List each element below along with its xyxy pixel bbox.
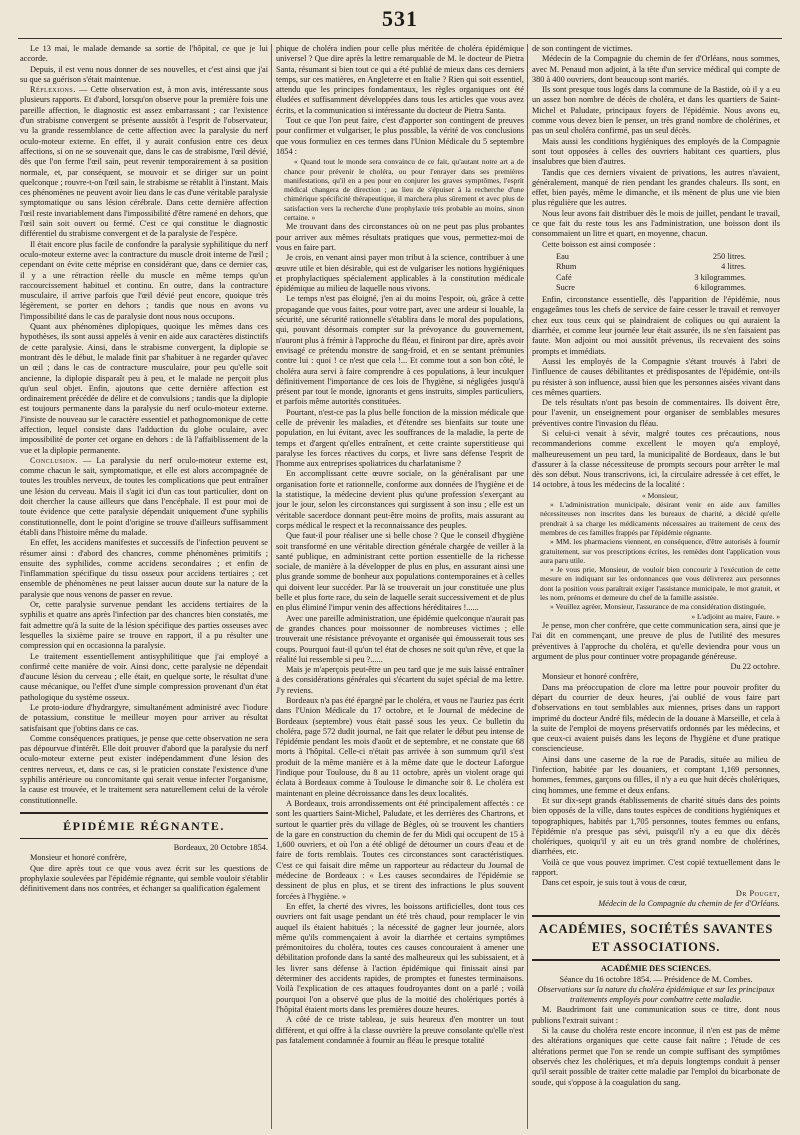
paragraph: Cette boisson est ainsi composée : [542,239,656,249]
paragraph: Le 13 mai, le malade demande sa sortie de l'hôpital, ce que je lui accorde. [20,44,268,64]
column-1 [20,44,268,1129]
paragraph: Le traitement essentiellement antisyphilitique que j'ai employé a confirmé cette manière de voir. Ainsi donc, cette paralysie ne dépendait d'aucune lésion du cerveau ; elle était, en quelque sorte, le résultat d'une cause mécanique, ou l'effet d'une simple compression provenant d'un état pathologique du système osseux. [20,651,268,702]
quotation: » L'administration municipale, désirant venir en aide aux familles nécessiteuses non inscrites dans les bureaux de charité, a décidé qu'elle prendrait à sa charge les médicaments nécessaires au traitement de ceux des membres de ces familles frappés par l'épidémie régnante. [540,500,780,537]
paragraph: En effet, les accidens manifestes et successifs de l'infection peuvent se résumer ainsi : d'abord des chancres, comme phénomènes primitifs ; ensuite des syphilides, comme accidens secondaires ; et enfin de l'inflammation spécifique du tissu osseux pour accidens tertiaires ; cet ensemble de phénomènes ne peut laisser aucun doute sur la nature de la paralysie que nous venons de passer en revue. [20,538,268,599]
salutation: Monsieur et honoré confrère, [542,672,639,682]
paragraph: Dans ma préoccupation de clore ma lettre pour pouvoir profiter du départ du courrier de deux heures, j'ai oublié de vous faire part d'observations en tout semblables aux miennes, prises dans un rapport imprimé du docteur André fils, médecin de la douane à Marseille, et cela à la suite de l'emploi de moyens préservatifs ordonnés par les médecins, et que ceux-ci avaient puisés dans les leçons de l'hygiène et d'une pratique consciencieuse. [532,682,780,754]
paragraph: Médecin de la Compagnie du chemin de fer d'Orléans, nous sommes, avec M. Penaud mon adjoint, à la tête d'un service médical qui compte de 380 à 400 ouvriers, dont beaucoup sont mariés. [532,54,780,84]
paragraph: Bordeaux n'a pas été épargné par le choléra, et vous ne l'auriez pas écrit dans l'Union Médicale du 17 octobre, et le Journal de médecine de Bordeaux (septembre) vous était passé sous les yeux. Ce bulletin du choléra, page 572 dudit journal, ne fait que relater le début peu intense de l'épidémie pendant les mois d'août et de septembre, et ne constate que 68 morts à l'hôpital. Celle-ci n'était pas arrivée à son summum qu'il s'est produit de la même manière et à la même date que le docteur Laforgue l'indique pour Toulouse, du 8 au 11 octobre, après un violent orage qui éclata à Bordeaux comme à Toulouse le dimanche soir 8. Le choléra est maintenant en pleine décroissance dans les deux localités. [276,696,524,798]
subheading: ACADÉMIE DES SCIENCES. [601,964,711,974]
paragraph: phique de choléra indien pour celle plus méritée de choléra épidémique universel ? Que dire après la lettre remarquable de M. le docteur de Pietra Santa, résumant si bien tout ce qui a été publié de mieux dans ces derniers temps, sur ces matières, en Angleterre et en Italie ? Rien qui soit essentiel, attendu que les principes fondamentaux, les règles organiques ont été éludées et suffisamment développées dans tous les articles que vous avez écrits, et la communication si intéressante du docteur de Pietra Santa. [276,44,524,115]
paragraph: Or, cette paralysie survenue pendant les accidens tertiaires de la syphilis et quatre ans après l'infection par des chancres bien constatés, me fait admettre qu'à la suite de la lésion spécifique des parties osseuses avec lesquelles la sixième paire se trouve en rapport, il a pu résulter une compression qui en occasionna la paralysie. [20,600,268,651]
paragraph: Comme conséquences pratiques, je pense que cette observation ne sera pas dépourvue d'intérêt. Elle doit prouver d'abord que la paralysie du nerf oculo-moteur externe peut exister indépendamment d'une lésion des centres nerveux, et, dans ce cas, si le praticien constate l'existence d'une syphilis antérieure ou concomitante qui serait venue infecter l'organisme, la cause est trouvée, et le traitement sera naturellement celui de la vérole constitutionnelle. [20,733,268,805]
quotation: » MM. les pharmaciens viennent, en conséquence, d'être autorisés à fournir gratuitement, sur vos prescriptions écrites, les remèdes dont l'application vous aura paru utile. [540,537,780,565]
recipe-table [556,252,746,293]
run-in-heading: Réflexions. [30,85,76,95]
quotation: » Je vous prie, Monsieur, de vouloir bien concourir à l'exécution de cette mesure en indiquant sur les ordonnances que vous délivrerez aux personnes dont la position vous paraîtrait exiger l'assistance municipale, le mot gratuit, et les nom, prénoms et demeure du chef de la famille assistée. [540,565,780,603]
paragraph: Mais je m'aperçois peut-être un peu tard que je me suis laissé entraîner à des considérations générales qui s'écartent du sujet spécial de ma lettre. J'y reviens. [276,665,524,695]
quotation: » L'adjoint au maire, Faure. » [691,611,780,621]
dateline: Du 22 octobre. [730,662,780,672]
quotation: « Quand tout le monde sera convaincu de ce fait, qu'autant notre art a de chance pour prévenir le choléra, ou pour l'enrayer dans ses premières manifestations, qu'il en a peu pour en conjurer les graves symptômes, l'esprit médical changera de direction ; au lieu de s'épuiser à la recherche d'une chimérique spécificité thérapeutique, il marchera plus sûrement et avec plus de satisfaction vers la recherche d'une prophylaxie très probable au moins, sinon certaine. » [284,157,524,223]
run-in-heading: Conclusion. [30,455,78,465]
column-2 [276,44,524,1129]
paragraph: A côté de ce triste tableau, je suis heureux d'en montrer un tout différent, et qui offre à la classe ouvrière la preuve consolante qu'elle n'est pas fatalement condamnée à fournir au fléau le presque totalité [276,1015,524,1045]
salutation: Monsieur et honoré confrère, [30,853,127,863]
paragraph: En accomplissant cette œuvre sociale, on la généralisant par une organisation forte et rationnelle, conforme aux données de l'hygiène et de la statistique, la médecine devient plus qu'une profession s'exerçant au jour le jour, selon les circonstances qui surgissent à son insu ; elle est un véritable sacerdoce donnant peut-être moins de profits, mais assurant au corps médical le respect et la reconnaissance des peuples. [276,469,524,530]
article-title: Observations sur la nature du choléra épidémique et sur les principaux traitements employés pour combattre cette maladie. [537,984,775,1005]
paragraph: Nous leur avons fait distribuer dès le mois de juillet, pendant le travail, ce que fait du reste tous les ans l'administration, une boisson dont ils consommaient un litre et quart, en moyenne, chacun. [532,208,780,239]
paragraph: Que faut-il pour réaliser une si belle chose ? Que le conseil d'hygiène soit transformé en une véritable direction générale chargée de veiller à la santé publique, en administrant cette portion essentielle de la richesse sociale, de manière à la développer de plus en plus, en assurant ainsi une plus grande somme de bonheur aux populations contemporaines et à celles qui doivent leur succéder. Par là se trouverait un jour constituée une plus belle et plus forte race, du sein de laquelle serait successivement et de plus en plus éliminé l'impur venin des affections héréditaires !...... [276,531,524,613]
paragraph: Si la cause du choléra reste encore inconnue, il n'en est pas de même des altérations organiques que cette cause fait naître ; l'étude de ces altérations permet que l'on se rende un compte suffisant des symptômes observés chez les cholériques, et m'a depuis longtemps conduit à penser qu'il serait possible de traiter cette maladie par l'emploi du bicarbonate de soude, qui s'oppose à la coagulation du sang. [532,1026,780,1087]
paragraph: Voilà ce que vous pouvez imprimer. C'est copié textuellement dans le rapport. [532,857,780,878]
quotation: « Monsieur, [642,490,678,500]
paragraph: Ainsi dans une caserne de la rue de Paradis, située au milieu de l'infection, habitée par les douaniers, et comptant 1,169 personnes, hommes, femmes, garçons ou filles, il n'y a eu que huit décès cholériques, cinq hommes, une femme et deux enfans. [532,754,780,795]
paragraph: Mais aussi les conditions hygiéniques des employés de la Compagnie sont tout opposées à celles des ouvriers habitant ces quartiers, plus insalubres que bien d'autres. [532,136,780,167]
paragraph: Il était encore plus facile de confondre la paralysie syphilitique du nerf oculo-moteur externe avec la contracture du muscle droit interne de l'œil ; cependant on évite cette méprise en considérant que, dans ce dernier cas, il y a une rétraction réelle du muscle en même temps qu'un raccourcissement habituel et continu. En outre, dans la contracture musculaire, il arrive parfois que l'œil dévié peut encore, quoique très légèrement, se porter en dehors ; tandis que nous en avons vu l'impossibilité dans le cas de paralysie dont nous nous occupons. [20,239,268,321]
recipe-row: Café 3 kilogrammes. [556,272,746,282]
section-heading: ACADÉMIES, SOCIÉTÉS SAVANTES ET ASSOCIATIONS. [532,915,780,961]
session-line: Séance du 16 octobre 1854. — Présidence de M. Combes. [559,974,753,984]
paragraph: Tandis que ces derniers vivaient de privations, les autres n'avaient, généralement, manqué de rien pendant les grandes chaleurs. Ils sont, en effet, bien payés, même le dimanche, et ils mènent de plus une vie bien plus régulière que les autres. [532,167,780,208]
paragraph: Depuis, il est venu nous donner de ses nouvelles, et c'est ainsi que j'ai su que sa guérison s'était maintenue. [20,64,268,84]
recipe-row: Sucre 6 kilogrammes. [556,282,746,292]
paragraph: de son contingent de victimes. [532,44,633,53]
paragraph: Quant aux phénomènes diplopiques, quoique les mêmes dans ces hypothèses, ils sont aussi appelés à venir en aide aux caractères distinctifs de cette paralysie. Ainsi, dans le strabisme convergent, la diplopie se montrant dès le début, le malade finit par s'habituer à ne regarder qu'avec un œil ; dans le cas de contracture musculaire, pour peu qu'elle soit ancienne, la diplopie disparaît peu à peu, et le malade ne perçoit plus qu'un seul objet. Enfin, ajoutons que cette dernière affection est ordinairement précédée de délire et de convulsions ; tandis que la diplopie est toujours permanente dans la paralysie du nerf oculo-moteur externe. J'insiste de nouveau sur le caractère essentiel et pathognomonique de cette affection, lequel consiste dans l'adduction du globe oculaire, avec impossibilité de porter cet organe en dehors : de là l'affaiblissement de la vue et la diplopie permanente. [20,322,268,455]
paragraph: Tout ce que l'on peut faire, c'est d'apporter son contingent de preuves pour confirmer et vulgariser, le plus possible, la vérité de vos conclusions que vous formuliez en ces termes dans l'Union Médicale du 5 septembre 1854 : [276,116,524,156]
paragraph: Avec une pareille administration, une épidémie quelconque n'aurait pas de grandes chances pour moissonner de nombreuses victimes ; elle trouverait une résistance prévoyante et organisée qui émousserait tous ses coups. Pourquoi faut-il qu'un tel état de choses ne soit qu'un rêve, et que la réalité lui ressemble si peu ?...... [276,613,524,664]
paragraph: Et sur dix-sept grands établissements de charité situés dans des points bien opposés de la ville, dans toutes espèces de conditions hygiéniques et topographiques, habités par 1,705 personnes, toutes femmes ou enfans, l'épidémie n'a presque pas sévi, puisqu'il n'y a eu que dix décès cholériques, quoiqu'il y ait eu un très grand nombre de cholérines, diarrhées, etc. [532,795,780,857]
header-rule [18,38,782,39]
paragraph: En effet, la cherté des vivres, les boissons artificielles, dont tous ces ouvriers ont fait usage pendant un été très chaud, pour remplacer le vin auquel ils étaient habitués ; la nécessité de gagner leur journée, alors même qu'ils commençaient à avoir la diarrhée et certains symptômes prémonitoires du choléra, toutes ces causes concouraient à amener une débilitation profonde dans la santé des malheureux qui les subissaient, et à les livrer sans défense à l'action épidémique qui finissait ainsi par déterminer des accidents rapides, de promptes et funestes terminaisons. Voilà l'explication de ces attaques foudroyantes dont on a parlé ; voilà pourquoi l'on a observé que plus de la moitié des cholériques portés à l'hôpital étaient morts dans les premières douze heures. [276,901,524,1014]
column-3 [532,44,780,1129]
paragraph [20,85,268,239]
paragraph: Ils sont presque tous logés dans la commune de la Bastide, où il y a eu un assez bon nombre de décès de choléra, et dans les quartiers de Saint-Michel et Paludate, principaux foyers de l'épidémie. Nous avons eu, comme vous devez bien le penser, un très grand nombre de cholérines, et pas un seul choléra confirmé, pas un seul décès. [532,85,780,136]
paragraph: Le temps n'est pas éloigné, j'en ai du moins l'espoir, où, grâce à cette propagande que vous faites, pour votre part, avec une ardeur si louable, la sécurité, une sécurité rationnelle s'établira dans le moral des populations, qui, pouvant désormais compter sur la prévoyance du gouvernement, n'auront plus à frémir à l'approche du fléau, et finiront par dire, après avoir envisagé ce prétendu monstre de sang-froid, et en se sentant prémunies contre lui : quoi ! ce n'est que cela !... Et comme tout a son bon côté, le choléra aura servi à faire comprendre à ces populations, à leur inculquer définitivement l'importance de ces lois de l'hygiène, si négligées jusqu'à présent par tout le monde, ignorants et gens instruits, simples particuliers, et parfois même autorités constituées. [276,294,524,407]
paragraph: Enfin, circonstance essentielle, dès l'apparition de l'épidémie, nous engageâmes tous les chefs de service de faire cesser le travail et renvoyer chez eux tous ceux qui se plaindraient de coliques ou qui auraient la diarrhée, et comme leur journée leur était assurée, ils ne s'en faisaient pas faute. Mon adjoint ou moi aussitôt prévenus, ils recevaient des soins prompts et immédiats. [532,295,780,356]
paragraph: De tels résultats n'ont pas besoin de commentaires. Ils doivent être, pour l'avenir, un enseignement pour organiser de semblables mesures préventives contre l'invasion du fléau. [532,398,780,428]
dateline: Bordeaux, 20 Octobre 1854. [173,842,268,852]
column-separator [527,44,528,1129]
paragraph: Pourtant, n'est-ce pas la plus belle fonction de la mission médicale que celle de prévenir les maladies, et d'étendre ses bienfaits sur toute une population, en lui évitant, avec les souffrances de la maladie, la perte de temps et d'argent qu'elles entraînent, et cette crainte superstitieuse qui paralyse les forces réactives du corps, et livre sans défense l'esprit de l'homme aux entreprises spoliatrices du charlatanisme ? [276,407,524,469]
paragraph: Je pense, mon cher confrère, que cette communication sera, ainsi que je l'ai dit en commençant, une preuve de plus de l'utilité des mesures préventives à l'approche du choléra, et qu'elle deviendra pour vous un argument de plus pour continuer votre propagande généreuse. [532,620,780,661]
paragraph: Me trouvant dans des circonstances où on ne peut pas plus probantes pour arriver aux mêmes résultats pratiques que vous, permettez-moi de vous en faire part. [276,222,524,252]
paragraph: Je crois, en venant ainsi payer mon tribut à la science, contribuer à une œuvre utile et bien désirable, qui est de vulgariser les notions hygiéniques et prophylactiques spécialement applicables à la constitution médicale épidémique au milieu de laquelle nous vivons. [276,253,524,294]
paragraph: Dans cet espoir, je suis tout à vous de cœur, [542,878,687,888]
paragraph: Que dire après tout ce que vous avez écrit sur les questions de prophylaxie soulevées par l'épidémie régnante, qui semble vouloir s'établir définitivement dans nos contrées, et échanger sa qualification également [20,863,268,894]
recipe-row: Eau 250 litres. [556,251,746,261]
paragraph: Si celui-ci venait à sévir, malgré toutes ces précautions, nous recommanderions comme excellent le moyen qu'a employé, malheureusement un peu tard, la municipalité de Bordeaux, dans le but d'assurer à la classe nécessiteuse de prompts secours pour arrêter le mal dès son début. Nous transcrivons, ici, la circulaire adressée à cet effet, le 14 octobre, à tous les médecins de la localité : [532,428,780,490]
recipe-row: Rhum 4 litres. [556,262,746,272]
section-heading: ÉPIDÉMIE RÉGNANTE. [20,812,268,839]
signature-title: Médecin de la Compagnie du chemin de fer d'Orléans. [598,898,780,908]
paragraph: M. Baudrimont fait une communication sous ce titre, dont nous publions l'extrait suivant : [532,1005,780,1025]
paragraph [20,456,268,538]
paragraph: Aussi les employés de la Compagnie s'étant trouvés à l'abri de l'influence de causes débilitantes et prédisposantes de l'épidémie, ont-ils pu résister à son influence, aussi bien que les personnes aisées vivant dans ces mêmes quartiers. [532,356,780,397]
signature: Dr Pouget, [735,888,780,898]
paragraph-text: — La paralysie du nerf oculo-moteur externe est, comme chacun le sait, symptomatique, et elle est alors accompagnée de toutes les troubles nerveux, de toutes les complications que peut entraîner une lésion du cerveau. Mais il s'agit ici d'un cas tout particulier, dont on doit chercher la cause ailleurs que dans l'encéphale. Il est pour moi de toute évidence que cette paralysie dépendait uniquement d'une syphilis constitutionnelle, dont le point d'origine se trouve d'ailleurs suffisamment établi dans l'histoire même du malade. [20,455,268,537]
paragraph: A Bordeaux, trois arrondissements ont été principalement affectés : ce sont les quartiers Saint-Michel, Paludate, et les derrières des Chartrons, et surtout le quartier près du village de Bègles, où se trouvent les chantiers de la gare en construction du chemin de fer du Midi qui occupent de 15 à 1,600 ouvriers, et où l'on a été obligé de détourner un cours d'eau et de faire de forts remblais. Toutes ces circonstances sont caractéristiques. C'est ce qui faisait dire même un rapporteur au rédacteur du Journal de médecine de Bordeaux : « Les causes secondaires de l'épidémie se dessinent de plus en plus, et se tirent des infractions le plus souvent forcées à l'hygiène. » [276,798,524,901]
column-separator [271,44,272,1129]
quotation: » Veuillez agréer, Monsieur, l'assurance de ma considération distinguée, [550,602,766,612]
page-number: 531 [382,6,418,31]
paragraph-text: — Cette observation est, à mon avis, intéressante sous plusieurs rapports. Et d'abord, lorsqu'on observe pour la première fois une pareille affection, le diagnostic est assez embarrassant ; car l'existence d'un strabisme convergent se présente aussitôt à l'esprit de l'observateur, vu la grande ressemblance de cette affection avec la paralysie du nerf oculo-moteur externe. En effet, il y aurait confusion entre ces deux affections, si on ne se souvenait que, dans le cas de strabisme, l'œil dévié, dès que l'on ferme l'œil sain, peut revenir temporairement à sa position normale, et, par conséquent, se mouvoir et se diriger sur un point quelconque ; rouvre-t-on l'œil sain, le strabisme se rétablit à l'instant. Mais ces phénomènes ne peuvent avoir lieu dans le cas d'une véritable paralysie symptomatique ou sans lésion cérébrale. Dans cette dernière affection l'œil reste invariablement dans l'impossibilité d'être ramené en dehors, que l'œil sain soit ouvert ou fermé. C'est ce qui constitue le diagnostic différentiel du strabisme convergent et de la paralysie de l'espèce. [20,85,268,239]
paragraph: Le proto-iodure d'hydrargyre, simultanément administré avec l'iodure de potassium, constitue le meilleur moyen pour arriver au résultat satisfaisant que j'obtins dans ce cas. [20,703,268,733]
